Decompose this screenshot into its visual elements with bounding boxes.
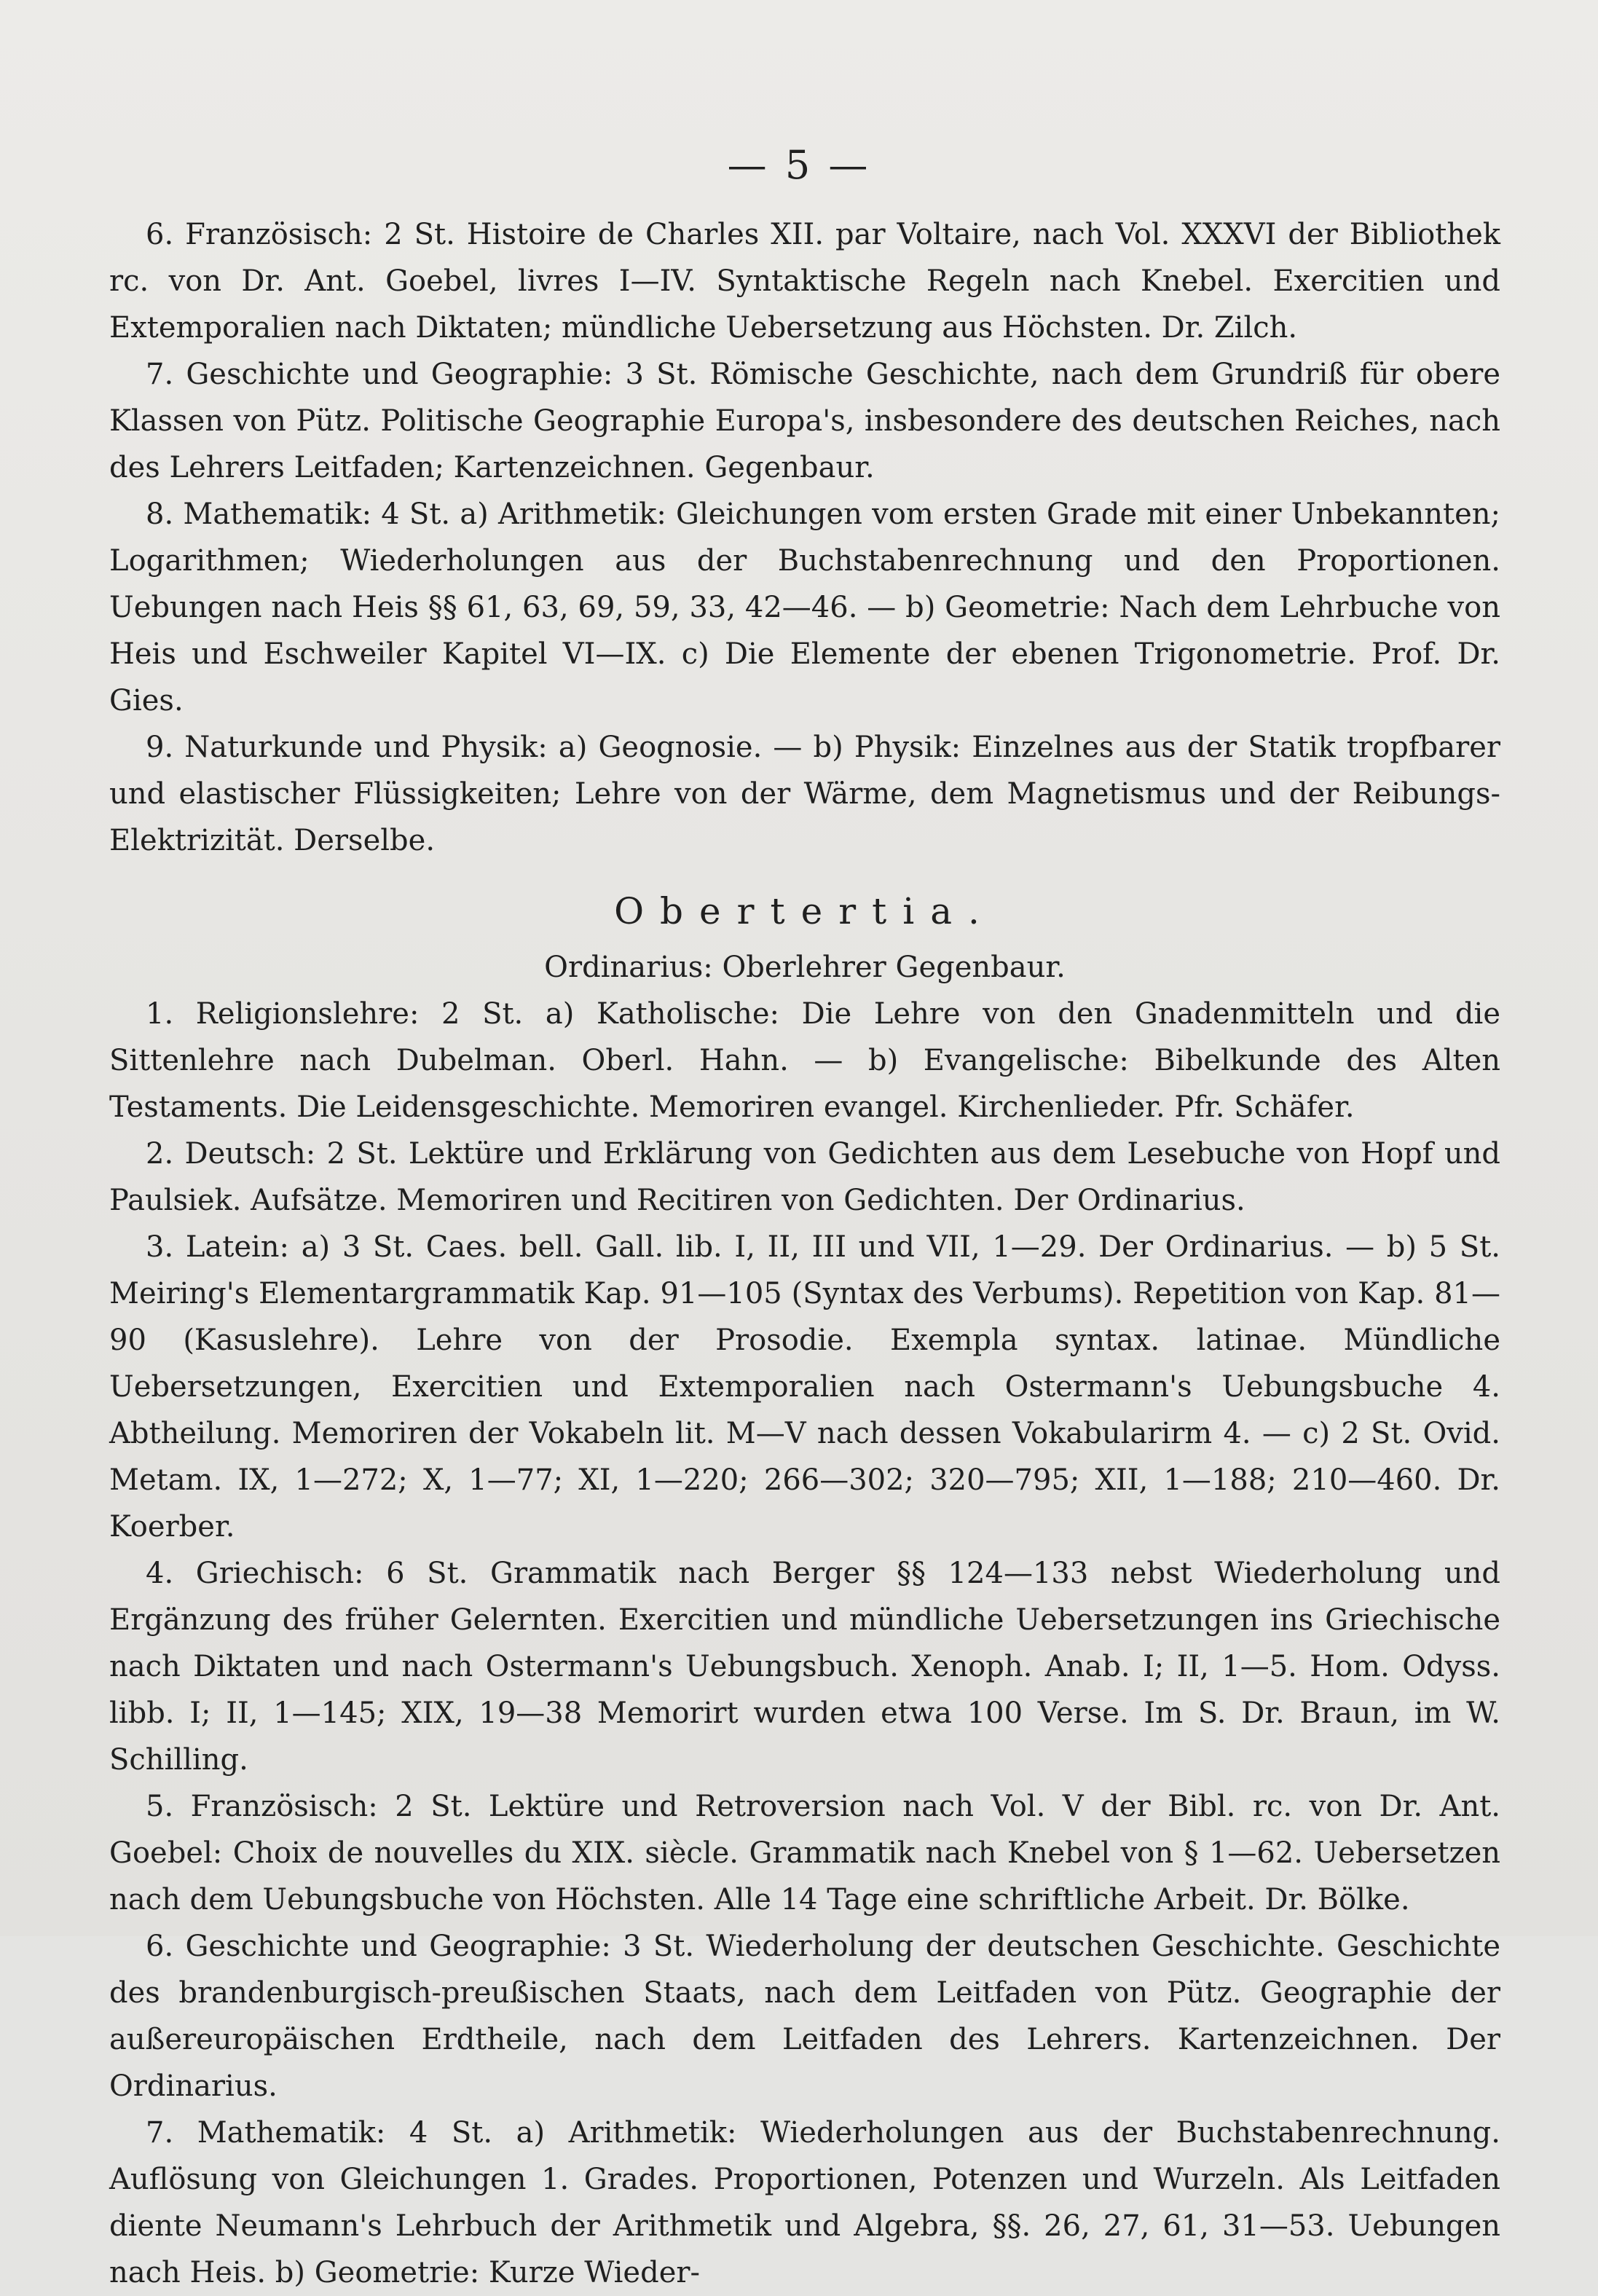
paragraph-german: 2. Deutsch: 2 St. Lektüre und Erklärung von Gedichten aus dem Lesebuche von Hopf und Paulsiek. Aufsätze. Memoriren und Recitiren von Gedichten. Der Ordinarius. xyxy=(109,1137,1500,1217)
page-number: — 5 — xyxy=(727,142,871,188)
paragraph-mathematics: 8. Mathematik: 4 St. a) Arithmetik: Gleichungen vom ersten Grade mit einer Unbekannten; Logarithmen; Wiederholungen aus der Buchstabenrechnung und den Proportionen. Uebungen nach Heis §§ 61, 63, 69, 59, 33, 42—46. — b) Geometrie: Nach dem Lehrbuche von Heis und Eschweiler Kapitel VI—IX. c) Die Elemente der ebenen Trigonometrie. Prof. Dr. Gies. xyxy=(109,498,1500,718)
paragraph-french-2: 5. Französisch: 2 St. Lektüre und Retroversion nach Vol. V der Bibl. rc. von Dr. Ant. Goebel: Choix de nouvelles du XIX. siècle. Grammatik nach Knebel von § 1—62. Uebersetzen nach dem Uebungsbuche von Höchsten. Alle 14 Tage eine schriftliche Arbeit. Dr. Bölke. xyxy=(109,1790,1500,1916)
paragraph-history-geography: 7. Geschichte und Geographie: 3 St. Römische Geschichte, nach dem Grundriß für obere Klassen von Pütz. Politische Geographie Europa's, insbesondere des deutschen Reiches, nach des Lehrers Leitfaden; Kartenzeichnen. Gegenbaur. xyxy=(109,358,1500,484)
section-title: Obertertia. xyxy=(614,890,996,932)
ordinarius-line: Ordinarius: Oberlehrer Gegenbaur. xyxy=(544,951,1066,984)
paragraph-mathematics-2: 7. Mathematik: 4 St. a) Arithmetik: Wiederholungen aus der Buchstabenrechnung. Auflösung von Gleichungen 1. Grades. Proportionen, Potenzen und Wurzeln. Als Leitfaden diente Neumann's Lehrbuch der Arithmetik und Algebra, §§. 26, 27, 61, 31—53. Uebungen nach Heis. b) Geometrie: Kurze Wieder- xyxy=(109,2116,1500,2289)
paragraph-latin: 3. Latein: a) 3 St. Caes. bell. Gall. lib. I, II, III und VII, 1—29. Der Ordinarius. — b) 5 St. Meiring's Elementargrammatik Kap. 91—105 (Syntax des Verbums). Repetition von Kap. 81—90 (Kasuslehre). Lehre von der Prosodie. Exempla syntax. latinae. Mündliche Uebersetzungen, Exercitien und Extemporalien nach Ostermann's Uebungsbuche 4. Abtheilung. Memoriren der Vokabeln lit. M—V nach dessen Vokabularirm 4. — c) 2 St. Ovid. Metam. IX, 1—272; X, 1—77; XI, 1—220; 266—302; 320—795; XII, 1—188; 210—460. Dr. Koerber. xyxy=(109,1230,1500,1544)
page-body xyxy=(109,211,1500,2296)
paragraph-greek: 4. Griechisch: 6 St. Grammatik nach Berger §§ 124—133 nebst Wiederholung und Ergänzung des früher Gelernten. Exercitien und mündliche Uebersetzungen ins Griechische nach Diktaten und nach Ostermann's Uebungsbuch. Xenoph. Anab. I; II, 1—5. Hom. Odyss. libb. I; II, 1—145; XIX, 19—38 Memorirt wurden etwa 100 Verse. Im S. Dr. Braun, im W. Schilling. xyxy=(109,1557,1500,1777)
paragraph-french: 6. Französisch: 2 St. Histoire de Charles XII. par Voltaire, nach Vol. XXXVI der Bibliothek rc. von Dr. Ant. Goebel, livres I—IV. Syntaktische Regeln nach Knebel. Exercitien und Extemporalien nach Diktaten; mündliche Uebersetzung aus Höchsten. Dr. Zilch. xyxy=(109,218,1500,345)
paragraph-history-geography-2: 6. Geschichte und Geographie: 3 St. Wiederholung der deutschen Geschichte. Geschichte des brandenburgisch-preußischen Staats, nach dem Leitfaden von Pütz. Geographie der außereuropäischen Erdtheile, nach dem Leitfaden des Lehrers. Kartenzeichnen. Der Ordinarius. xyxy=(109,1930,1500,2103)
paragraph-natural-science-physics: 9. Naturkunde und Physik: a) Geognosie. — b) Physik: Einzelnes aus der Statik tropfbarer und elastischer Flüssigkeiten; Lehre von der Wärme, dem Magnetismus und der Reibungs-Elektrizität. Derselbe. xyxy=(109,731,1500,857)
paragraph-religion: 1. Religionslehre: 2 St. a) Katholische: Die Lehre von den Gnadenmitteln und die Sittenlehre nach Dubelman. Oberl. Hahn. — b) Evangelische: Bibelkunde des Alten Testaments. Die Leidensgeschichte. Memoriren evangel. Kirchenlieder. Pfr. Schäfer. xyxy=(109,997,1500,1124)
